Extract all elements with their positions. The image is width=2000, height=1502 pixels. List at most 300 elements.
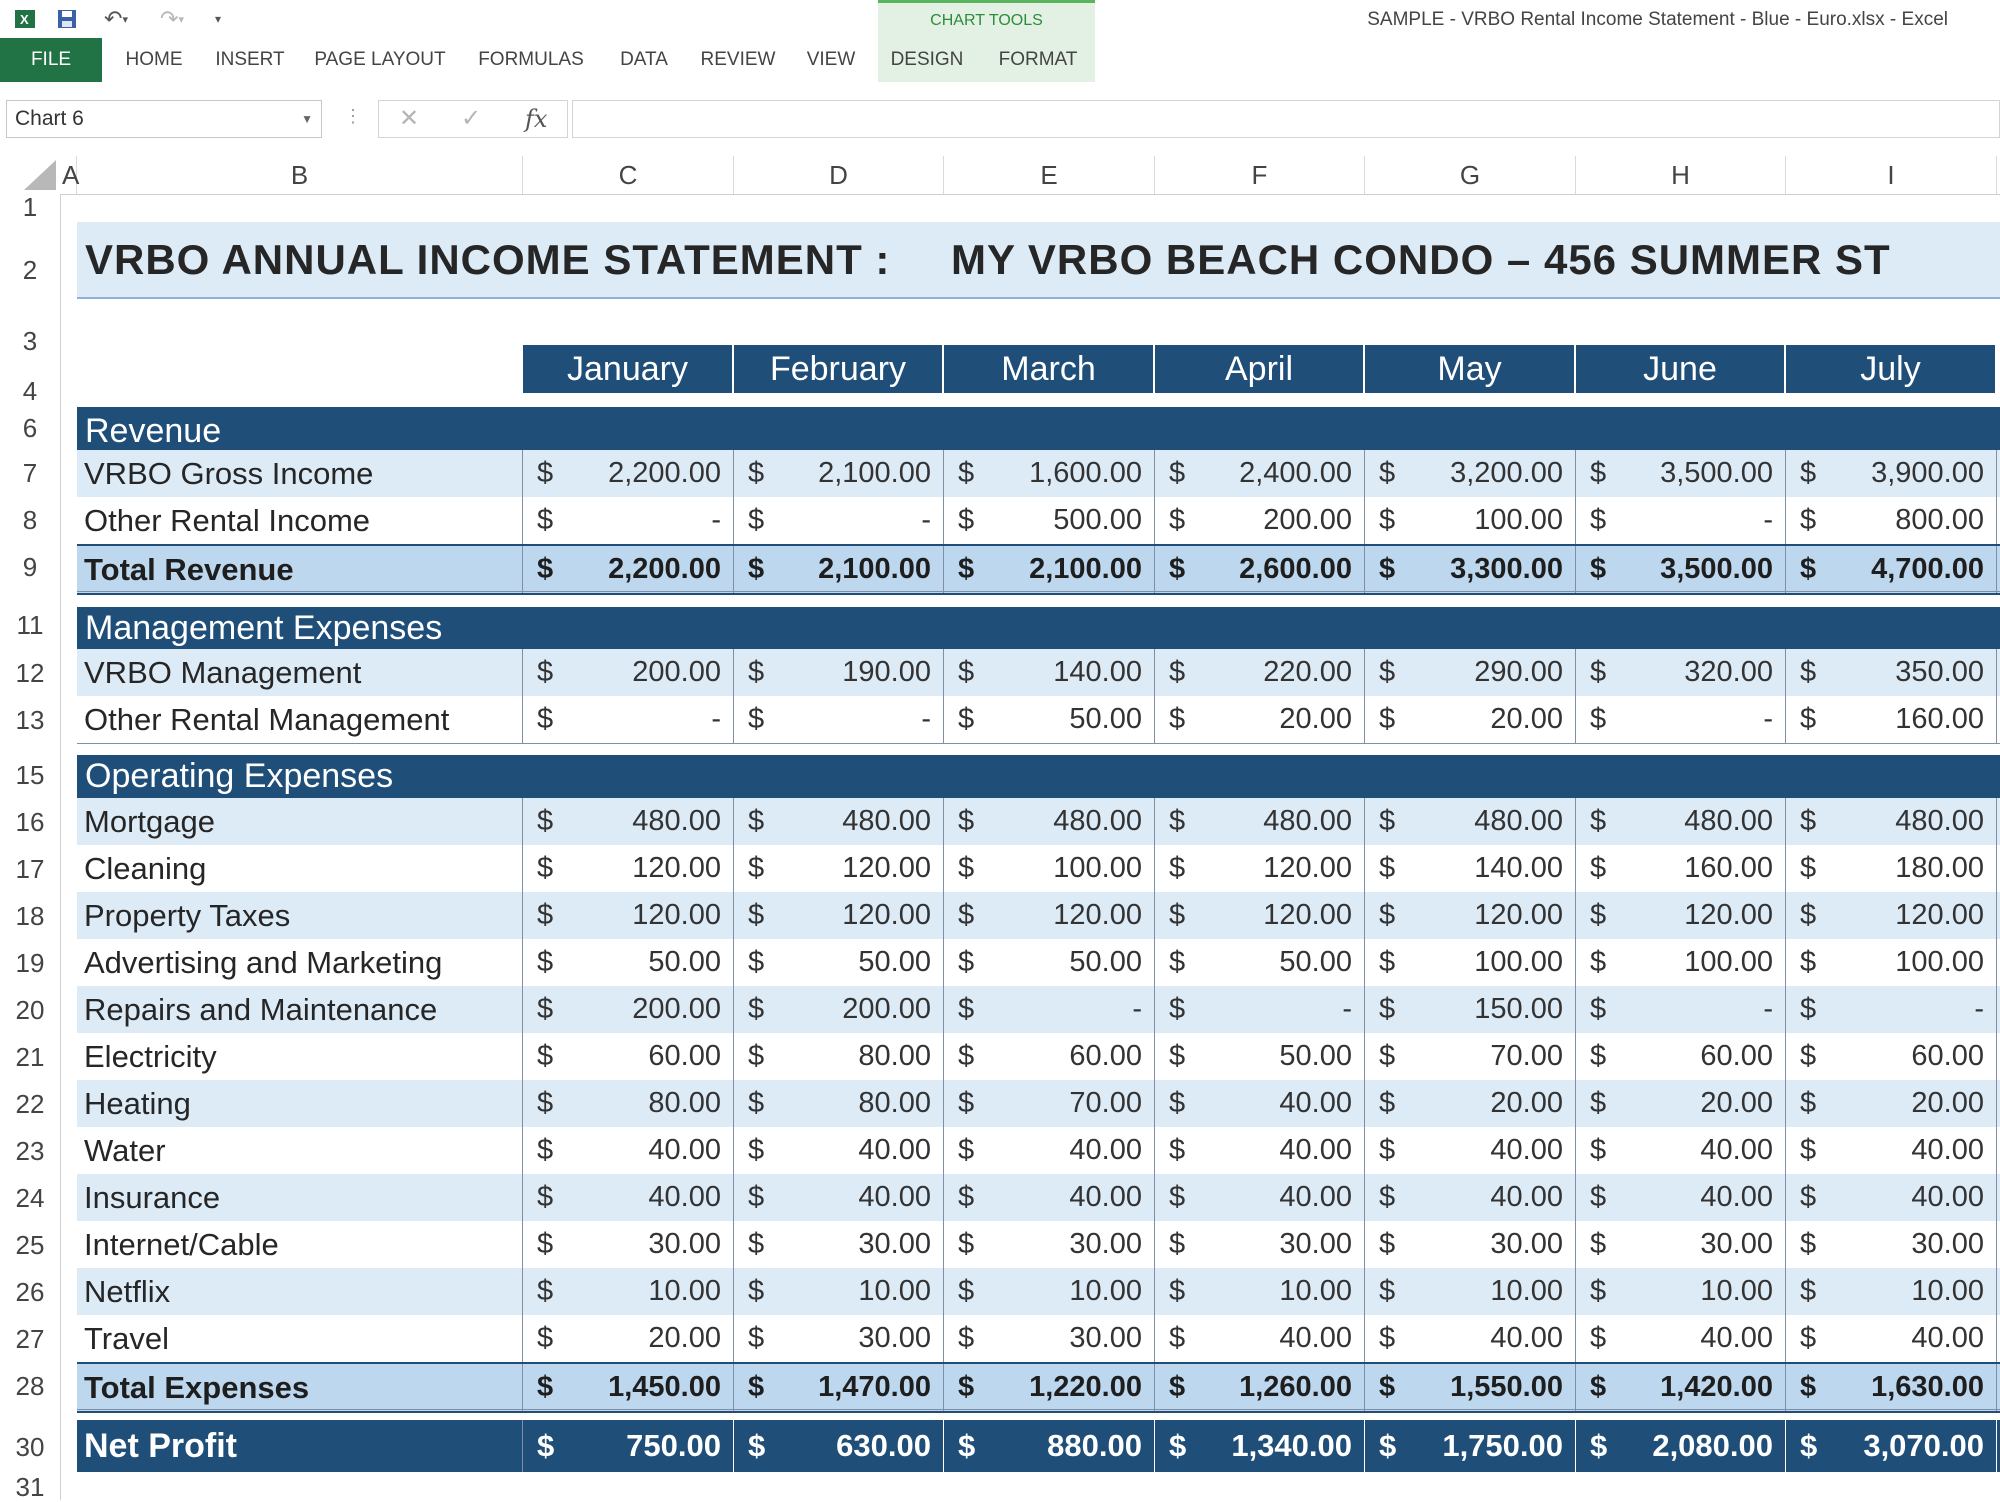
table-row[interactable] <box>77 798 2000 845</box>
value-cell[interactable] <box>1786 649 1997 696</box>
value-cell[interactable] <box>1155 986 1365 1033</box>
value-cell[interactable] <box>944 546 1155 593</box>
row-header[interactable]: 4 <box>22 376 38 406</box>
value-cell[interactable] <box>1576 986 1786 1033</box>
more-options-icon[interactable]: ⋮ <box>344 106 362 126</box>
value-cell[interactable] <box>1786 1221 1997 1268</box>
value-cell[interactable] <box>1576 798 1786 845</box>
value-cell[interactable] <box>1576 649 1786 696</box>
amount: 1,260.00 <box>1239 1371 1352 1403</box>
value-cell[interactable] <box>944 892 1155 939</box>
row-label: Other Rental Income <box>77 497 523 544</box>
column-header-c[interactable]: C <box>523 156 734 194</box>
value-cell[interactable] <box>734 1174 944 1221</box>
value-cell[interactable] <box>1365 1420 1576 1472</box>
total-row[interactable] <box>77 1362 2000 1413</box>
currency-symbol: $ <box>1800 899 1817 931</box>
value-cell[interactable] <box>1576 1268 1786 1315</box>
tab-design[interactable]: DESIGN <box>890 49 964 70</box>
value-cell[interactable] <box>1786 1127 1997 1174</box>
currency-symbol: $ <box>958 504 975 536</box>
value-cell[interactable] <box>523 1174 734 1221</box>
table-row[interactable] <box>77 1033 2000 1080</box>
currency-symbol: $ <box>1379 899 1396 931</box>
currency-symbol: $ <box>537 656 554 688</box>
currency-symbol: $ <box>748 457 765 489</box>
value-cell[interactable] <box>1576 1420 1786 1472</box>
amount: 150.00 <box>1474 993 1563 1025</box>
value-cell[interactable] <box>1786 450 1997 497</box>
value-cell[interactable] <box>523 1364 734 1411</box>
tab-review[interactable]: REVIEW <box>700 49 776 70</box>
value-cell[interactable] <box>944 939 1155 986</box>
value-cell[interactable] <box>734 939 944 986</box>
currency-symbol: $ <box>1590 1428 1608 1463</box>
value-cell[interactable] <box>1786 1315 1997 1362</box>
table-row[interactable] <box>77 939 2000 986</box>
column-header-b[interactable]: B <box>77 156 523 194</box>
value-cell[interactable] <box>734 798 944 845</box>
value-cell[interactable] <box>1576 546 1786 593</box>
value-cell[interactable] <box>1155 1315 1365 1362</box>
value-cell[interactable] <box>1365 1364 1576 1411</box>
column-header-g[interactable]: G <box>1365 156 1576 194</box>
column-header-d[interactable]: D <box>734 156 944 194</box>
table-row[interactable] <box>77 892 2000 939</box>
property-name: MY VRBO BEACH CONDO – 456 SUMMER ST <box>951 236 1891 283</box>
value-cell[interactable] <box>944 696 1155 743</box>
save-icon[interactable] <box>52 6 82 32</box>
value-cell[interactable] <box>1786 1174 1997 1221</box>
value-cell[interactable] <box>1365 1315 1576 1362</box>
value-cell[interactable] <box>1365 1033 1576 1080</box>
row-header[interactable]: 27 <box>15 1324 45 1354</box>
value-cell[interactable] <box>1365 1080 1576 1127</box>
currency-symbol: $ <box>537 805 554 837</box>
value-cell[interactable] <box>1576 1080 1786 1127</box>
value-cell[interactable] <box>1155 845 1365 892</box>
value-cell[interactable] <box>523 649 734 696</box>
amount: 120.00 <box>1474 899 1563 931</box>
value-cell[interactable] <box>1155 1364 1365 1411</box>
value-cell[interactable] <box>944 497 1155 544</box>
table-row[interactable] <box>77 1080 2000 1127</box>
insert-function-icon[interactable]: fx <box>525 105 548 133</box>
net-profit-row[interactable] <box>77 1420 2000 1472</box>
currency-symbol: $ <box>748 1181 765 1213</box>
column-header-h[interactable]: H <box>1576 156 1786 194</box>
table-row[interactable] <box>77 845 2000 892</box>
currency-symbol: $ <box>748 1087 765 1119</box>
svg-text:X: X <box>20 12 29 27</box>
row-label: Travel <box>77 1315 523 1362</box>
row-header[interactable]: 15 <box>15 760 45 790</box>
table-row[interactable] <box>77 696 2000 743</box>
amount: 190.00 <box>842 656 931 688</box>
month-header[interactable]: June <box>1576 345 1786 393</box>
currency-symbol: $ <box>958 1181 975 1213</box>
value-cell[interactable] <box>944 1127 1155 1174</box>
row-header[interactable]: 13 <box>15 705 45 735</box>
value-cell[interactable] <box>1365 939 1576 986</box>
value-cell[interactable] <box>1365 1174 1576 1221</box>
value-cell[interactable] <box>734 1127 944 1174</box>
table-row[interactable] <box>77 1174 2000 1221</box>
tab-insert[interactable]: INSERT <box>215 49 285 70</box>
value-cell[interactable] <box>1155 649 1365 696</box>
column-header-e[interactable]: E <box>944 156 1155 194</box>
total-row[interactable] <box>77 544 2000 595</box>
undo-icon[interactable]: ↶ ▾ <box>104 6 128 31</box>
value-cell[interactable] <box>1155 1420 1365 1472</box>
value-cell[interactable] <box>523 1033 734 1080</box>
currency-symbol: $ <box>1169 1134 1186 1166</box>
value-cell[interactable] <box>1155 1221 1365 1268</box>
value-cell[interactable] <box>734 1221 944 1268</box>
value-cell[interactable] <box>734 845 944 892</box>
amount: 800.00 <box>1895 504 1984 536</box>
value-cell[interactable] <box>944 450 1155 497</box>
value-cell[interactable] <box>1155 892 1365 939</box>
section-header-operating[interactable] <box>77 755 2000 798</box>
month-header[interactable]: January <box>523 345 734 393</box>
value-cell[interactable] <box>1365 546 1576 593</box>
row-header[interactable]: 20 <box>15 995 45 1025</box>
value-cell[interactable] <box>1155 450 1365 497</box>
table-row[interactable] <box>77 1221 2000 1268</box>
value-cell[interactable] <box>523 497 734 544</box>
value-cell[interactable] <box>1576 1315 1786 1362</box>
value-cell[interactable] <box>1786 986 1997 1033</box>
value-cell[interactable] <box>734 1420 944 1472</box>
row-header[interactable]: 25 <box>15 1230 45 1260</box>
currency-symbol: $ <box>958 1134 975 1166</box>
value-cell[interactable] <box>1576 696 1786 743</box>
title-band[interactable] <box>77 222 2000 299</box>
row-header[interactable]: 28 <box>15 1371 45 1401</box>
currency-symbol: $ <box>1590 1228 1607 1260</box>
value-cell[interactable] <box>734 1033 944 1080</box>
value-cell[interactable] <box>944 845 1155 892</box>
currency-symbol: $ <box>748 703 765 735</box>
amount: 40.00 <box>1700 1181 1773 1213</box>
currency-symbol: $ <box>1169 1181 1186 1213</box>
table-row[interactable] <box>77 986 2000 1033</box>
currency-symbol: $ <box>1379 1371 1396 1403</box>
value-cell[interactable] <box>523 986 734 1033</box>
amount: 120.00 <box>1263 899 1352 931</box>
row-header[interactable]: 30 <box>15 1432 45 1462</box>
value-cell[interactable] <box>944 1315 1155 1362</box>
value-cell[interactable] <box>1786 497 1997 544</box>
currency-symbol: $ <box>537 899 554 931</box>
value-cell[interactable] <box>1155 1127 1365 1174</box>
amount: 2,100.00 <box>818 553 931 585</box>
value-cell[interactable] <box>523 450 734 497</box>
value-cell[interactable] <box>734 892 944 939</box>
row-header[interactable]: 16 <box>15 807 45 837</box>
currency-symbol: $ <box>1800 805 1817 837</box>
value-cell[interactable] <box>1365 1221 1576 1268</box>
value-cell[interactable] <box>1155 1033 1365 1080</box>
value-cell[interactable] <box>1155 546 1365 593</box>
value-cell[interactable] <box>1576 1364 1786 1411</box>
amount: - <box>711 504 721 536</box>
value-cell[interactable] <box>1786 1420 1997 1472</box>
value-cell[interactable] <box>1576 1127 1786 1174</box>
row-header[interactable]: 9 <box>22 552 38 582</box>
value-cell[interactable] <box>523 696 734 743</box>
cancel-icon[interactable]: ✕ <box>399 105 420 132</box>
value-cell[interactable] <box>523 1221 734 1268</box>
value-cell[interactable] <box>944 1174 1155 1221</box>
value-cell[interactable] <box>1786 939 1997 986</box>
value-cell[interactable] <box>523 798 734 845</box>
value-cell[interactable] <box>944 1364 1155 1411</box>
value-cell[interactable] <box>944 649 1155 696</box>
currency-symbol: $ <box>958 1087 975 1119</box>
value-cell[interactable] <box>523 1268 734 1315</box>
amount: 480.00 <box>1895 805 1984 837</box>
month-header[interactable]: March <box>944 345 1155 393</box>
section-header-management[interactable] <box>77 607 2000 649</box>
month-header[interactable]: February <box>734 345 944 393</box>
value-cell[interactable] <box>734 546 944 593</box>
value-cell[interactable] <box>1576 845 1786 892</box>
row-header[interactable]: 18 <box>15 901 45 931</box>
currency-symbol: $ <box>1379 993 1396 1025</box>
value-cell[interactable] <box>523 1420 734 1472</box>
currency-symbol: $ <box>1800 656 1817 688</box>
value-cell[interactable] <box>1576 450 1786 497</box>
currency-symbol: $ <box>748 899 765 931</box>
redo-icon[interactable]: ↷ ▾ <box>160 6 184 31</box>
row-header[interactable]: 2 <box>22 255 38 285</box>
value-cell[interactable] <box>1155 939 1365 986</box>
value-cell[interactable] <box>944 1080 1155 1127</box>
currency-symbol: $ <box>1379 457 1396 489</box>
value-cell[interactable] <box>734 1364 944 1411</box>
currency-symbol: $ <box>958 1322 975 1354</box>
value-cell[interactable] <box>1786 1364 1997 1411</box>
row-header[interactable]: 17 <box>15 854 45 884</box>
value-cell[interactable] <box>1576 1033 1786 1080</box>
value-cell[interactable] <box>734 696 944 743</box>
table-row[interactable] <box>77 450 2000 497</box>
value-cell[interactable] <box>1786 798 1997 845</box>
amount: 100.00 <box>1474 504 1563 536</box>
amount: 20.00 <box>648 1322 721 1354</box>
tab-home[interactable]: HOME <box>125 49 183 70</box>
amount: 30.00 <box>648 1228 721 1260</box>
tab-data[interactable]: DATA <box>620 49 668 70</box>
amount: 50.00 <box>1069 703 1142 735</box>
value-cell[interactable] <box>523 1080 734 1127</box>
value-cell[interactable] <box>1576 1174 1786 1221</box>
currency-symbol: $ <box>958 457 975 489</box>
value-cell[interactable] <box>1576 939 1786 986</box>
value-cell[interactable] <box>944 1221 1155 1268</box>
value-cell[interactable] <box>944 1420 1155 1472</box>
select-all-button[interactable] <box>0 156 62 194</box>
row-header[interactable]: 21 <box>15 1042 45 1072</box>
sheet-title: VRBO ANNUAL INCOME STATEMENT : <box>85 236 891 283</box>
value-cell[interactable] <box>1786 696 1997 743</box>
value-cell[interactable] <box>1365 696 1576 743</box>
section-divider <box>77 1409 2000 1410</box>
row-header[interactable]: 3 <box>22 326 38 356</box>
value-cell[interactable] <box>734 497 944 544</box>
section-label: Revenue <box>85 412 222 450</box>
value-cell[interactable] <box>523 546 734 593</box>
currency-symbol: $ <box>1590 946 1607 978</box>
value-cell[interactable] <box>1786 546 1997 593</box>
section-header-revenue[interactable] <box>77 407 2000 453</box>
currency-symbol: $ <box>1800 1134 1817 1166</box>
amount: 40.00 <box>1279 1322 1352 1354</box>
currency-symbol: $ <box>1590 504 1607 536</box>
row-header[interactable]: 1 <box>22 192 38 222</box>
currency-symbol: $ <box>958 1371 975 1403</box>
amount: 290.00 <box>1474 656 1563 688</box>
row-header[interactable]: 8 <box>22 505 38 535</box>
value-cell[interactable] <box>734 450 944 497</box>
value-cell[interactable] <box>1365 892 1576 939</box>
value-cell[interactable] <box>734 1268 944 1315</box>
currency-symbol: $ <box>1169 1087 1186 1119</box>
value-cell[interactable] <box>1155 497 1365 544</box>
value-cell[interactable] <box>523 1127 734 1174</box>
value-cell[interactable] <box>734 986 944 1033</box>
amount: - <box>1132 993 1142 1025</box>
column-header-i[interactable]: I <box>1786 156 1997 194</box>
value-cell[interactable] <box>1576 1221 1786 1268</box>
row-header[interactable]: 24 <box>15 1183 45 1213</box>
chevron-down-icon[interactable]: ▼ <box>301 112 313 126</box>
currency-symbol: $ <box>1800 1275 1817 1307</box>
row-header[interactable]: 12 <box>15 658 45 688</box>
value-cell[interactable] <box>944 986 1155 1033</box>
value-cell[interactable] <box>734 1315 944 1362</box>
value-cell[interactable] <box>1155 1174 1365 1221</box>
value-cell[interactable] <box>1576 497 1786 544</box>
tab-view[interactable]: VIEW <box>806 49 856 70</box>
value-cell[interactable] <box>1576 892 1786 939</box>
chart-tools-label: CHART TOOLS <box>930 12 1043 29</box>
enter-icon[interactable]: ✓ <box>461 105 482 132</box>
amount: 40.00 <box>1279 1087 1352 1119</box>
currency-symbol: $ <box>1169 1371 1186 1403</box>
amount: 80.00 <box>858 1087 931 1119</box>
column-header-a[interactable]: A <box>62 156 77 194</box>
month-header[interactable]: May <box>1365 345 1576 393</box>
amount: 100.00 <box>1895 946 1984 978</box>
value-cell[interactable] <box>734 1080 944 1127</box>
currency-symbol: $ <box>748 1134 765 1166</box>
row-header[interactable]: 11 <box>16 610 44 640</box>
value-cell[interactable] <box>944 1033 1155 1080</box>
value-cell[interactable] <box>1786 1268 1997 1315</box>
value-cell[interactable] <box>1365 497 1576 544</box>
value-cell[interactable] <box>523 845 734 892</box>
row-header[interactable]: 6 <box>22 413 38 443</box>
row-header[interactable]: 7 <box>22 458 38 488</box>
value-cell[interactable] <box>944 798 1155 845</box>
month-header[interactable]: July <box>1786 345 1997 393</box>
value-cell[interactable] <box>1155 1268 1365 1315</box>
currency-symbol: $ <box>537 1322 554 1354</box>
value-cell[interactable] <box>1786 1080 1997 1127</box>
table-row[interactable] <box>77 1315 2000 1362</box>
table-row[interactable] <box>77 1127 2000 1174</box>
row-header[interactable]: 19 <box>15 948 45 978</box>
table-row[interactable] <box>77 1268 2000 1315</box>
formula-input[interactable] <box>572 100 2000 138</box>
value-cell[interactable] <box>523 1315 734 1362</box>
row-header[interactable]: 23 <box>15 1136 45 1166</box>
tab-page-layout[interactable]: PAGE LAYOUT <box>314 49 446 70</box>
value-cell[interactable] <box>1786 845 1997 892</box>
amount: 60.00 <box>1069 1040 1142 1072</box>
value-cell[interactable] <box>1365 845 1576 892</box>
value-cell[interactable] <box>1365 1268 1576 1315</box>
month-header[interactable]: April <box>1155 345 1365 393</box>
value-cell[interactable] <box>1786 1033 1997 1080</box>
value-cell[interactable] <box>944 1268 1155 1315</box>
amount: 120.00 <box>632 899 721 931</box>
table-row[interactable] <box>77 497 2000 544</box>
table-row[interactable] <box>77 649 2000 696</box>
amount: 1,630.00 <box>1871 1371 1984 1403</box>
currency-symbol: $ <box>1590 899 1607 931</box>
value-cell[interactable] <box>1365 1127 1576 1174</box>
tab-format[interactable]: FORMAT <box>998 49 1078 70</box>
currency-symbol: $ <box>537 1228 554 1260</box>
value-cell[interactable] <box>523 939 734 986</box>
currency-symbol: $ <box>748 852 765 884</box>
value-cell[interactable] <box>1155 1080 1365 1127</box>
value-cell[interactable] <box>1155 696 1365 743</box>
amount: 40.00 <box>648 1181 721 1213</box>
value-cell[interactable] <box>1786 892 1997 939</box>
currency-symbol: $ <box>1800 993 1817 1025</box>
currency-symbol: $ <box>958 852 975 884</box>
name-box[interactable] <box>6 100 322 138</box>
amount: 480.00 <box>1053 805 1142 837</box>
row-label: Insurance <box>77 1174 523 1221</box>
currency-symbol: $ <box>1169 993 1186 1025</box>
value-cell[interactable] <box>734 649 944 696</box>
row-header[interactable]: 26 <box>15 1277 45 1307</box>
value-cell[interactable] <box>1365 986 1576 1033</box>
amount: 120.00 <box>1053 899 1142 931</box>
column-header-f[interactable]: F <box>1155 156 1365 194</box>
value-cell[interactable] <box>1365 798 1576 845</box>
tab-formulas[interactable]: FORMULAS <box>478 49 584 70</box>
row-header[interactable]: 22 <box>15 1089 45 1119</box>
tab-file[interactable]: FILE <box>0 38 102 82</box>
customize-toolbar-icon[interactable]: ▾ <box>214 12 222 26</box>
value-cell[interactable] <box>1365 450 1576 497</box>
row-header[interactable]: 31 <box>15 1472 45 1502</box>
value-cell[interactable] <box>1365 649 1576 696</box>
amount: 10.00 <box>858 1275 931 1307</box>
amount: 120.00 <box>1263 852 1352 884</box>
value-cell[interactable] <box>1155 798 1365 845</box>
amount: 30.00 <box>858 1228 931 1260</box>
value-cell[interactable] <box>523 892 734 939</box>
section-divider <box>77 743 2000 744</box>
